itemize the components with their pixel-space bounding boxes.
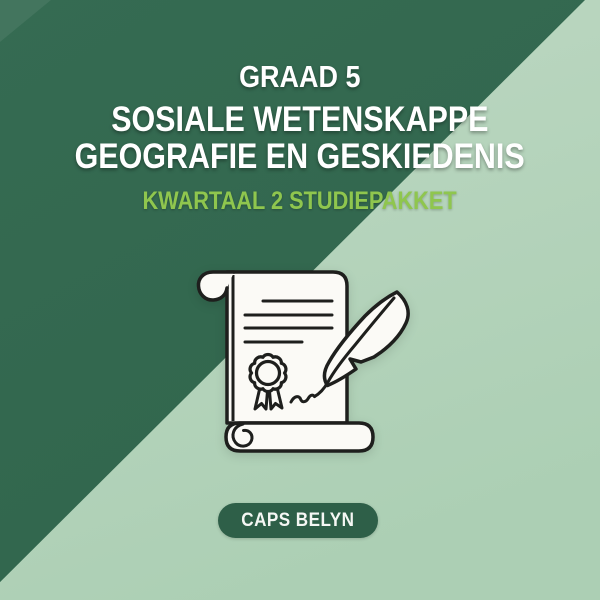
subject-title-line2: [0, 138, 600, 176]
caps-aligned-badge: [218, 503, 378, 538]
term-subtitle: [0, 187, 600, 215]
grade-label: [0, 60, 600, 94]
term-subtitle-text: KWARTAAL 2 STUDIEPAKKET: [142, 187, 458, 215]
subject-title-line2-text: GEOGRAFIE EN GESKIEDENIS: [74, 137, 526, 176]
bottom-roll-icon: [226, 423, 373, 451]
grade-label-text: GRAAD 5: [239, 59, 361, 94]
scroll-certificate-illustration: [180, 255, 420, 460]
scroll-paper: [227, 272, 347, 423]
subject-title-line1: [0, 101, 600, 139]
caps-aligned-badge-text: CAPS BELYN: [241, 509, 355, 531]
subject-title-line1-text: SOSIALE WETENSKAPPE: [111, 100, 489, 139]
seal-rosette-icon: [250, 354, 286, 391]
